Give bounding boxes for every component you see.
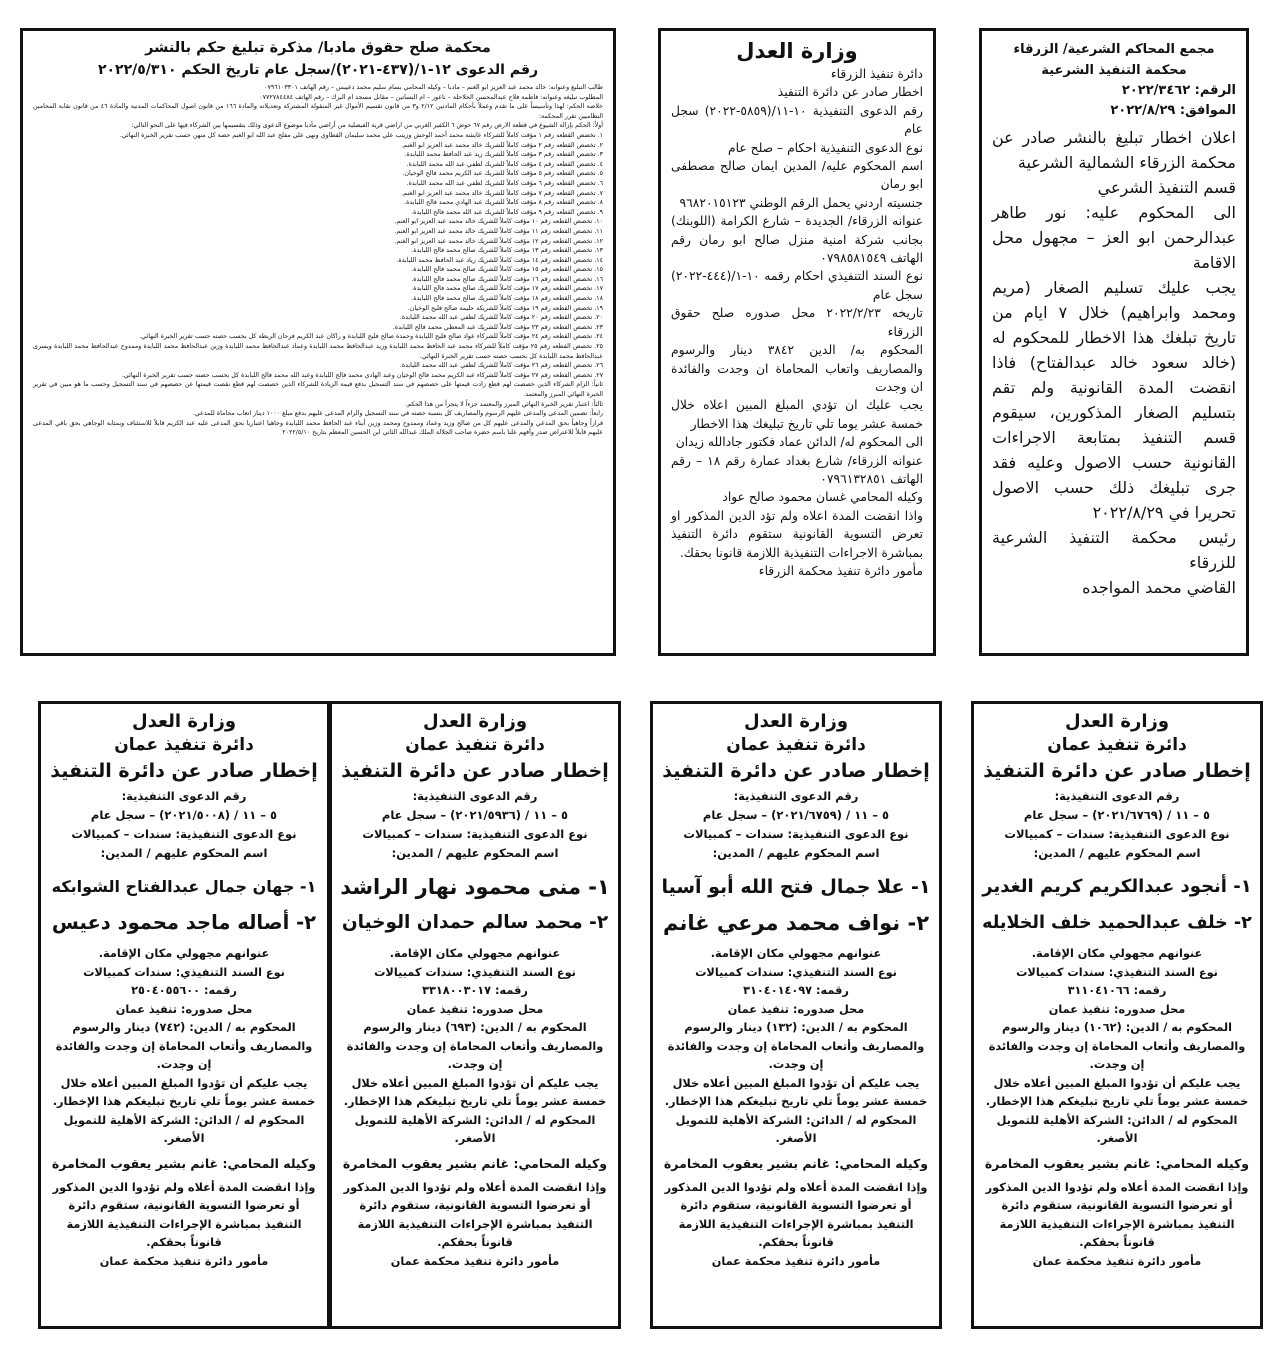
notice-line: الى المحكوم له/ الدائن عماد فكتور جادالله زيدان (675, 435, 923, 450)
debtor-name: ١- علا جمال فتح الله أبو آسيا (661, 876, 931, 898)
judgment-paragraph: رابعاً: تضمين المدعى والمدعى عليهم الرسوم والمصاريف كل بنسبة حصته في سند التسجيل والزام المدعى عليهم بدفع مبلغ ١٠٠٠ دينار اتعاب محاماة للمدعي. (192, 410, 603, 418)
case-type: نوع الدعوى التنفيذية: سندات – كمبيالات (1004, 827, 1230, 841)
judgment-paragraph: ٢٦. تخصص القطعه رقم ٢٦ مؤقت كاملاً للشريك لطفي عبد الله محمد اللبابدة. (399, 362, 603, 370)
reference-number: الرقم: ٢٠٢٢/٣٤٦٢ (1121, 83, 1236, 98)
debtor-address: عنوانهم مجهولي مكان الإقامة. (710, 947, 882, 960)
judgment-paragraph: ٢٠. تخصص القطعه رقم ٢٠ مؤقت كاملاً للشريك لطفي عبد الله محمد اللبابدة. (399, 314, 603, 322)
department-title: دائرة تنفيذ عمان (405, 735, 545, 755)
notice-body (671, 65, 923, 580)
notice-line: نوع السند التنفيذي احكام رقمه ١٠-١/(٤٤٤-٢٠٢٢) سجل عام (671, 269, 923, 302)
debtor-label: اسم المحكوم عليهم / المدين: (391, 846, 559, 860)
judgment-paragraph: ١٣. تخصص القطعه رقم ١٣ مؤقت كاملاً للشريك صالح محمد فالح اللبابدة. (411, 247, 603, 255)
notice-header: محكمة صلح حقوق مادبا/ مذكرة تبليغ حكم بالنشر (145, 40, 491, 56)
judgment-paragraph: ٢٧. تخصص القطعه رقم ٢٧ مؤقت كاملاً للشركاء عبد الكريم محمد فالح الوخيان وعبد الهادي محمد فالح اللبابدة وعبد الله محمد فالح اللبابدة كل بحسب حصته حسب تقرير الخبرة النهائي. (121, 371, 603, 379)
judgment-paragraph: ١. تخصص القطعه رقم ١ مؤقت كاملاً للشركاء عايشة محمد أحمد الوحش وزينب علي محمد سليمان القطاوي ونهى علي مفلح عبد الله ابو الغنم حصة كل منهن حسب تقرير الخبرة النهائي. (119, 131, 603, 139)
lawyer-name: وكيله المحامي: غانم بشير يعقوب المخامرة (342, 1155, 608, 1171)
judgment-paragraph: ١٧. تخصص القطعه رقم ١٧ مؤقت كاملاً للشريك صالح محمد فالح اللبابدة. (411, 285, 603, 293)
notice-line: يجب عليك ان تؤدي المبلغ المبين اعلاه خلال خمسة عشر يوما تلي تاريخ تبليغك هذا الاخطار (671, 398, 923, 431)
warning: وإذا انقضت المدة أعلاه ولم تؤدوا الدين المذكور أو تعرضوا التسوية القانونية، ستقوم دائرة التنفيذ بمباشرة الإجراءات التنفيذية اللازمة قانوناً بحقكم. (985, 1180, 1249, 1249)
bond-type: نوع السند التنفيذي: سندات كمبيالات (374, 965, 576, 979)
case-info (340, 787, 610, 863)
bond-info (340, 945, 610, 1149)
reference-date: الموافق: ٢٠٢٢/٨/٢٩ (1110, 103, 1236, 118)
judgment-paragraph: ٨. تخصص القطعه رقم ٨ مؤقت كاملاً للشريك عبد الهادي محمد فالح اللبابدة. (404, 199, 603, 207)
case-type: نوع الدعوى التنفيذية: سندات – كمبيالات (683, 827, 909, 841)
notice-line: جنسيته اردني يحمل الرقم الوطني ٩٦٨٢٠١٥١٢٣ (679, 195, 923, 210)
issue-place: محل صدوره: تنفيذ عمان (406, 1002, 544, 1016)
case-info (982, 787, 1252, 863)
debtor-name: ٢- نواف محمد مرعي غانم (662, 911, 930, 935)
debtor-list (661, 869, 931, 941)
amman-notice (650, 701, 942, 1329)
department-title: دائرة تنفيذ عمان (726, 735, 866, 755)
judgment-paragraph: ثالثاً: اعتبار تقرير الخبرة النهائي المبرز والمعتمد جزءاً لا يتجزأ من هذا الحكم. (405, 400, 603, 408)
debtor-list (340, 869, 610, 941)
notice-line: تاريخه ٢٠٢٢/٢/٢٣ محل صدوره صلح حقوق الزرقاء (671, 306, 923, 339)
notice-addressee: الى المحكوم عليه: نور طاهر عبدالرحمن ابو العز – مجهول محل الاقامة (992, 203, 1236, 272)
case-info (49, 787, 319, 863)
judgment-paragraph: ٦. تخصص القطعه رقم ٦ مؤقت كاملاً للشريك لطفي عبد الله محمد اللبابدة. (406, 179, 603, 187)
case-label: رقم الدعوى التنفيذية: (412, 789, 538, 803)
amman-notice (329, 701, 621, 1329)
amman-notice (971, 701, 1263, 1329)
notice-heading: إخطار صادر عن دائرة التنفيذ (662, 760, 930, 782)
debtor-list (982, 869, 1252, 941)
case-label: رقم الدعوى التنفيذية: (733, 789, 859, 803)
lawyer-name: وكيله المحامي: غانم بشير يعقوب المخامرة (663, 1155, 929, 1171)
notice-heading: إخطار صادر عن دائرة التنفيذ (341, 760, 609, 782)
ministry-title: وزارة العدل (131, 711, 237, 732)
debtor-name: ١- أنجود عبدالكريم كريم الغدير (982, 876, 1252, 897)
case-type: نوع الدعوى التنفيذية: سندات – كمبيالات (71, 827, 297, 841)
debtor-name: ٢- محمد سالم حمدان الوخيان (341, 912, 609, 933)
judgment-paragraph: ثانياً: الزام الشركاء الذين خصصت لهم قطع زادت قيمتها على حصصهم في سند التسجيل بدفع قيمة الزيادة للشركاء الذين خصصت لهم قطع نقصت قيمتها عن حصصهم في سند التسجيل وحسب ما هو مبين في تقرير الخبرة النهائي المبرز والمعتمد. (33, 381, 603, 398)
lawyer-name: وكيله المحامي: غانم بشير يعقوب المخامرة (51, 1155, 317, 1171)
judgment-paragraph: خلاصة الحكم: لهذا وتأسيساً على ما تقدم وعملاً بأحكام المادتين ٢/١٢ و٣ من قانون تقسيم الأموال غير المنقولة المشتركة وتعديلاته والمادة ١٦٦ من قانون اصول المحاكمات المدنية والمادة ٤٦ من قانون نقابة المحامين النظاميين تقرر المحكمة: (33, 103, 604, 120)
debt-amount: المحكوم به / الدين: (١٠٦٢) دينار والرسوم والمصاريف وأتعاب المحاماة إن وجدت والفائدة إن وجدت. (988, 1021, 1246, 1071)
notice-line: اسم المحكوم عليه/ المدين ايمان صالح مصطفى ابو رمان (671, 159, 923, 192)
notice-line: نوع الدعوى التنفيذية احكام – صلح عام (728, 140, 923, 155)
notice-heading: إخطار صادر عن دائرة التنفيذ (50, 760, 318, 782)
creditor: المحكوم له / الدائن: الشركة الأهلية للتمويل الأصغر. (675, 1113, 917, 1145)
case-number: ٥ – ١١ / (٢٠٢١/٦٧٥٩) – سجل عام (702, 808, 890, 822)
judgment-paragraph: طالب التبليغ وعنوانه: خالد محمد عبد العزيز ابو الغنم – مادبا – وكيله المحامي بسام سليم محمد دعيبس – رقم الهاتف ٠٧٩٦١٠٣٣٠١ (264, 84, 603, 91)
closing-text (49, 1179, 319, 1272)
judgment-paragraph: ٢٣. تخصص القطعه رقم ٢٣ مؤقت كاملاً للشريك عبد المعطي محمد فالح اللبابدة. (392, 323, 603, 331)
judgment-paragraph: ٤. تخصص القطعه رقم ٤ مؤقت كاملاً للشريك لطفي عبد الله محمد اللبابدة. (406, 160, 603, 168)
judgment-paragraph: ٢. تخصص القطعه رقم ٢ مؤقت كاملاً للشريك خالد محمد عبد العزيز ابو الغنم. (401, 141, 603, 149)
case-type: نوع الدعوى التنفيذية: سندات – كمبيالات (362, 827, 588, 841)
notice-line: مأمور دائرة تنفيذ محكمة الزرقاء (758, 563, 923, 578)
officer-signature: مأمور دائرة تنفيذ محكمة عمان (1032, 1254, 1202, 1268)
notice-heading: إخطار صادر عن دائرة التنفيذ (983, 760, 1251, 782)
bond-number: رقمه: ٣١٠٤٠١٤٠٩٧ (743, 984, 849, 997)
judgment-paragraph: ١٩. تخصص القطعه رقم ١٩ مؤقت كاملاً للشريكة حليمة صالح فليح الوخيان. (407, 304, 603, 312)
bond-info (661, 945, 931, 1149)
judgment-paragraph: ٢٥. تخصص القطعه رقم ٢٥ مؤقت كاملاً للشركاء محمد عبد الحافظ محمد اللبابدة وزيد عبدالحافظ محمد اللبابدة وعماد عبدالحافظ محمد اللبابدة وزين عبدالحافظ محمد اللبابدة وممدوح عبدالحافظ محمد اللبابدة ويسرى عبدالحافظ محمد اللبابدة كل بحسب حصته حسب تقرير الخبرة النهائي. (33, 343, 603, 360)
notice-line: رقم الدعوى التنفيذية ١٠-١١/(٥٨٥٩-٢٠٢٢) سجل عام (671, 103, 923, 137)
notice-line: عنوانه الزرقاء/ شارع بغداد عمارة رقم ١٨ – رقم الهاتف ٠٧٩٦١٣٢٨٥١ (671, 453, 923, 486)
signature-title: رئيس محكمة التنفيذ الشرعية للزرقاء (992, 528, 1236, 572)
judgment-paragraph: ٥. تخصص القطعه رقم ٥ مؤقت كاملاً للشريك عبد الكريم محمد فالح الوخيان. (402, 170, 603, 178)
payment-obligation: يجب عليكم أن تؤدوا المبلغ المبين أعلاه خلال خمسة عشر يوماً تلي تاريخ تبليغكم هذا الإخطار. (985, 1076, 1249, 1108)
debtor-address: عنوانهم مجهولي مكان الإقامة. (1031, 947, 1203, 960)
debt-amount: المحكوم به / الدين: (٦٩٣) دينار والرسوم والمصاريف وأتعاب المحاماة إن وجدت والفائدة إن وجدت. (346, 1021, 604, 1071)
judgment-paragraph: ٣. تخصص القطعه رقم ٣ مؤقت كاملاً للشريك زيد عبد الحافظ محمد اللبابدة. (404, 151, 603, 159)
payment-obligation: يجب عليكم أن تؤدوا المبلغ المبين أعلاه خلال خمسة عشر يوماً تلي تاريخ تبليغكم هذا الإخطار. (343, 1076, 607, 1108)
judgment-paragraph: قراراً وجاهياً بحق المدعي والمدعى عليهم كل من صالح وزيد وعماد وممدوح ومحمد وزين أبناء عبد الحافظ محمد اللبابدة وجاهيا اعتباريا بحق المدعى عليه عبد الكريم قابلاً للاستئناف وبمثابة الوجاهي بحق باقي المدعى عليهم قابلاً للاعتراض صدر وأفهم علنا باسم حضرة صاحب الجلالة الملك عبدالله الثاني ابن الحسين المعظم بتاريخ ٢٠٢٢/٥/١٠ (33, 419, 603, 437)
notice-body (992, 125, 1236, 600)
case-label: رقم الدعوى التنفيذية: (1054, 789, 1180, 803)
bond-type: نوع السند التنفيذي: سندات كمبيالات (83, 965, 285, 979)
notice-line: عنوانه الزرقاء/ الجديدة – شارع الكرامة (اللوبنك) بجانب شركة امنية منزل صالح ابو رمان رقم الهاتف ٠٧٩٨٥٨١٥٤٩ (671, 214, 923, 266)
notice-section: قسم التنفيذ الشرعي (1097, 178, 1236, 197)
warning: وإذا انقضت المدة أعلاه ولم تؤدوا الدين المذكور أو تعرضوا التسوية القانونية، ستقوم دائرة التنفيذ بمباشرة الإجراءات التنفيذية اللازمة قانوناً بحقكم. (52, 1180, 316, 1249)
debtor-label: اسم المحكوم عليهم / المدين: (712, 846, 880, 860)
sub-court-name: محكمة التنفيذ الشرعية (1041, 63, 1187, 78)
closing-text (982, 1179, 1252, 1272)
madaba-court-notice (20, 28, 616, 656)
notice-line: المحكوم به/ الدين ٣٨٤٢ دينار والرسوم والمصاريف واتعاب المحاماة ان وجدت والفائدة ان وجدت (671, 343, 923, 394)
judgment-paragraph: ١٢. تخصص القطعه رقم ١٢ مؤقت كاملاً للشريك خالد محمد عبد العزيز ابو الغنم. (394, 237, 603, 245)
department-title: دائرة تنفيذ عمان (1047, 735, 1187, 755)
ministry-title: وزارة العدل (422, 711, 528, 732)
judgment-paragraph: ٩. تخصص القطعه رقم ٩ مؤقت كاملاً للشريك عبد الله محمد فالح اللبابدة. (411, 208, 603, 216)
judgment-text (33, 83, 603, 438)
judgment-paragraph: المطلوب تبليغه وعنوانه: فاطمة فلاح عبدالمحسن الحلاحلة – ناعور – ام البساتين – مقابل مسجد ام البرك – رقم الهاتف ٠٧٧٢٧٨٤٤٨٤ (259, 93, 603, 101)
case-label: رقم الدعوى التنفيذية: (121, 789, 247, 803)
debtor-address: عنوانهم مجهولي مكان الإقامة. (98, 947, 270, 960)
ministry-title: وزارة العدل (743, 711, 849, 732)
officer-signature: مأمور دائرة تنفيذ محكمة عمان (390, 1254, 560, 1268)
department-title: دائرة تنفيذ عمان (114, 735, 254, 755)
case-number: ٥ – ١١ / (٢٠٢١/٦٧٦٩) – سجل عام (1023, 808, 1211, 822)
zarqa-execution-notice (658, 28, 936, 656)
debtor-label: اسم المحكوم عليهم / المدين: (1033, 846, 1201, 860)
notice-line: وكيله المحامي غسان محمود صالح عواد (722, 490, 923, 505)
judgment-paragraph: ١٦. تخصص القطعه رقم ١٦ مؤقت كاملاً للشريك صالح محمد فالح اللبابدة. (411, 275, 603, 283)
judgment-paragraph: ٧. تخصص القطعه رقم ٧ مؤقت كاملاً للشريك خالد محمد عبد العزيز ابو الغنم. (401, 189, 603, 197)
debtor-label: اسم المحكوم عليهم / المدين: (100, 846, 268, 860)
judgment-paragraph: ١٤. تخصص القطعه رقم ١٤ مؤقت كاملاً للشريك زياد عبد الحافظ محمد اللبابدة. (396, 256, 603, 264)
debtor-name: ١- جهان جمال عبدالفتاح الشوابكه (51, 877, 317, 896)
notice-line: واذا انقضت المدة اعلاه ولم تؤد الدين المذكور او تعرض التسوية القانونية ستقوم دائرة التنفيذ بمباشرة الاجراءات التنفيذية اللازمة قانونا بحقك. (671, 508, 923, 560)
case-number: ٥ – ١١ / (٢٠٢١/٥٩٣٦) – سجل عام (381, 808, 569, 822)
issue-place: محل صدوره: تنفيذ عمان (115, 1002, 253, 1016)
case-number: ٥ – ١١ / (٢٠٢١/٥٠٠٨) – سجل عام (90, 808, 278, 822)
bond-type: نوع السند التنفيذي: سندات كمبيالات (695, 965, 897, 979)
officer-signature: مأمور دائرة تنفيذ محكمة عمان (99, 1254, 269, 1268)
signature-name: القاضي محمد المواجده (1082, 578, 1236, 597)
debt-amount: المحكوم به / الدين: (١٣٢) دينار والرسوم والمصاريف وأتعاب المحاماة إن وجدت والفائدة إن وجدت. (667, 1021, 925, 1071)
bond-number: رقمه: ٣١١٠٤١٠٦٦ (1067, 984, 1167, 997)
bond-info (982, 945, 1252, 1149)
payment-obligation: يجب عليكم أن تؤدوا المبلغ المبين أعلاه خلال خمسة عشر يوماً تلي تاريخ تبليغكم هذا الإخطار. (52, 1076, 316, 1108)
case-info (661, 787, 931, 863)
judgment-paragraph: ١٠. تخصص القطعه رقم ١٠ مؤقت كاملاً للشريك خالد محمد عبد العزيز ابو الغنم. (394, 218, 603, 226)
ministry-title: وزارة العدل (736, 39, 858, 63)
debtor-name: ١- منى محمود نهار الراشد (340, 875, 610, 899)
debtor-list (49, 869, 319, 941)
ministry-title: وزارة العدل (1064, 711, 1170, 732)
judgment-paragraph: ١٨. تخصص القطعه رقم ١٨ مؤقت كاملاً للشريك صالح محمد فالح اللبابدة. (411, 295, 603, 303)
officer-signature: مأمور دائرة تنفيذ محكمة عمان (711, 1254, 881, 1268)
judgment-paragraph: أولاً: الحكم بإزالة الشيوع في قطعة الارض رقم ٦٧ حوض ٦ الكفير الغربي من اراضي قرية الفيصلية من أراضي مأدبا موضوع الدعوى وذلك بتقسيمها بين الشركاء فيها على النحو التالي: (131, 122, 603, 130)
bond-number: رقمه: ٢٥٠٤٠٥٥٦٠٠ (131, 984, 237, 997)
bond-info (49, 945, 319, 1149)
lawyer-name: وكيله المحامي: غانم بشير يعقوب المخامرة (984, 1155, 1250, 1171)
bond-number: رقمه: ٣٣١٨٠٠٣٠١٧ (422, 984, 528, 997)
judgment-paragraph: ١٥. تخصص القطعه رقم ١٥ مؤقت كاملاً للشريك صالح محمد فالح اللبابدة. (411, 266, 603, 274)
creditor: المحكوم له / الدائن: الشركة الأهلية للتمويل الأصغر. (354, 1113, 596, 1145)
case-header: رقم الدعوى ١٢-١/(٤٣٧-٢٠٢١)/سجل عام تاريخ الحكم ٢٠٢٢/٥/٣١٠ (97, 62, 539, 78)
debtor-name: ٢- أصاله ماجد محمود دعيس (51, 911, 317, 934)
warning: وإذا انقضت المدة أعلاه ولم تؤدوا الدين المذكور أو تعرضوا التسوية القانونية، ستقوم دائرة التنفيذ بمباشرة الإجراءات التنفيذية اللازمة قانوناً بحقكم. (343, 1180, 607, 1249)
issue-place: محل صدوره: تنفيذ عمان (1048, 1002, 1186, 1016)
notice-line: دائرة تنفيذ الزرقاء (830, 67, 923, 81)
judgment-paragraph: ٢٤. تخصص القطعه رقم ٢٤ مؤقت كاملاً للشركاء عواد صالح فليح اللبابدة وحمدة صالح فليح اللبابدة و راكان عبد الكريم فرحان الربطة كل بحسب حصته حسب تقرير الخبرة النهائي. (139, 333, 603, 341)
closing-text (340, 1179, 610, 1272)
closing-text (661, 1179, 931, 1272)
payment-obligation: يجب عليكم أن تؤدوا المبلغ المبين أعلاه خلال خمسة عشر يوماً تلي تاريخ تبليغكم هذا الإخطار. (664, 1076, 928, 1108)
amman-notice (38, 701, 330, 1329)
notice-line: اخطار صادر عن دائرة التنفيذ (777, 85, 923, 100)
notice-title: اعلان اخطار تبليغ بالنشر صادر عن محكمة الزرقاء الشمالية الشرعية (992, 128, 1236, 172)
debtor-name: ٢- خلف عبدالحميد خلف الخلايله (982, 913, 1252, 933)
warning: وإذا انقضت المدة أعلاه ولم تؤدوا الدين المذكور أو تعرضوا التسوية القانونية، ستقوم دائرة التنفيذ بمباشرة الإجراءات التنفيذية اللازمة قانوناً بحقكم. (664, 1180, 928, 1249)
debtor-address: عنوانهم مجهولي مكان الإقامة. (389, 947, 561, 960)
debt-amount: المحكوم به / الدين: (٧٤٢) دينار والرسوم والمصاريف وأتعاب المحاماة إن وجدت والفائدة إن وجدت. (55, 1021, 313, 1071)
bond-type: نوع السند التنفيذي: سندات كمبيالات (1016, 965, 1218, 979)
creditor: المحكوم له / الدائن: الشركة الأهلية للتمويل الأصغر. (996, 1113, 1238, 1145)
court-name: مجمع المحاكم الشرعية/ الزرقاء (1013, 42, 1215, 57)
creditor: المحكوم له / الدائن: الشركة الأهلية للتمويل الأصغر. (63, 1113, 305, 1145)
judgment-paragraph: ١١. تخصص القطعه رقم ١١ مؤقت كاملاً للشريك خالد محمد عبد العزيز ابو الغنم. (394, 227, 603, 235)
notice-text: يجب عليك تسليم الصغار (مريم ومحمد وابراهيم) خلال ٧ ايام من تاريخ تبلغك هذا الاخطار للمحكوم له (خالد سعود خالد عبدالفتاح) فاذا انقضت المدة القانونية ولم تقم بتسليم الصغار المذكورين، سيقوم قسم التنفيذ بمتابعة الاجراءات القانونية حسب الاصول وعليه فقد جرى تبليغك ذلك حسب الاصول تحريرا في ٢٠٢٢/٨/٢٩ (992, 278, 1236, 522)
zarqa-sharia-notice (979, 28, 1249, 656)
issue-place: محل صدوره: تنفيذ عمان (727, 1002, 865, 1016)
